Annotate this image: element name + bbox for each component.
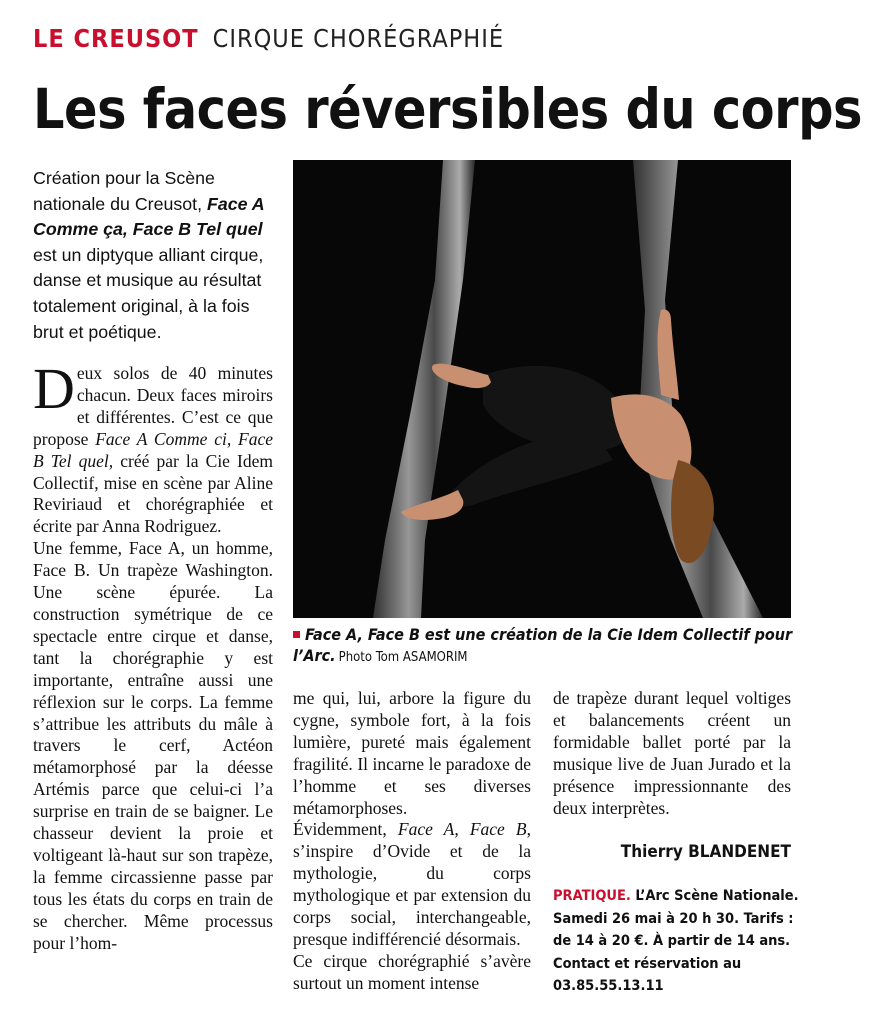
headline: Les faces réversibles du corps — [33, 77, 862, 141]
para3-text-b: , s’inspire d’Ovide et de la mythologie, du corps mythologique et par extension du corps social, interchangeable, presque indifférencié désormais. — [293, 819, 531, 949]
practical-text: L’Arc Scène Nationale. Samedi 26 mai à 20 h 30. Tarifs : de 14 à 20 €. À partir de 14 ans. Contact et réservation au 03.85.55.13.11 — [553, 888, 799, 994]
performance-photo — [293, 160, 791, 618]
author-signature: Thierry BLANDENET — [620, 842, 791, 862]
para1-show-title: Face A Comme ci, Face B Tel quel, — [33, 428, 273, 471]
para1-text-a: eux solos de 40 minutes chacun. Deux faces miroirs et différentes. C’est ce que propose — [33, 363, 273, 449]
lead-paragraph — [33, 166, 283, 345]
practical-label: PRATIQUE. — [553, 888, 631, 904]
aerialist-illustration — [293, 160, 791, 618]
lead-show-title: Face A Comme ça, Face B Tel quel — [33, 193, 264, 240]
para1-text-b: créé par la Cie Idem Collectif, mise en scène par Aline Reviriaud et chorégraphiée et écrite par Anna Rodriguez. — [33, 450, 273, 537]
para4-col2: Ce cirque chorégraphié s’avère surtout un moment intense — [293, 950, 531, 993]
kicker-city: LE CREUSOT — [33, 24, 199, 53]
para2-col1: Une femme, Face A, un homme, Face B. Un trapèze Washington. Une scène épurée. La construction symétrique de ce spectacle entre cirque et danse, tant la chorégraphie y est importante, entraîne aussi une réflexion sur le corps. La femme s’attribue les attributs du mâle à travers le cerf, Actéon métamorphosé par la déesse Artémis parce que celui-ci l’a surprise en train de se baigner. Le chasseur devient la proie et voltigeant là-haut sur son trapèze, la femme circassienne passe par tous les états du corps en train de se chercher. Même processus pour l’hom- — [33, 538, 273, 953]
para4-col3: de trapèze durant lequel voltiges et balancements créent un formidable ballet porté par la musique live de Juan Jurado et la présence impressionnante des deux interprètes. — [553, 688, 791, 818]
caption-bullet-icon — [293, 631, 300, 638]
para2-col2: me qui, lui, arbore la figure du cygne, symbole fort, à la fois lumière, pureté mais également fragilité. Il incarne le paradoxe de l’homme et ses diverses métamorphoses. — [293, 688, 531, 818]
para3-text-a: Évidemment, — [293, 819, 398, 840]
caption-text: est une création de la Cie Idem Collectif pour l’Arc. — [293, 625, 793, 665]
drop-cap: D — [33, 356, 75, 421]
article-column-2 — [293, 688, 531, 995]
lead-text-1: Création pour la Scène nationale du Creusot, — [33, 168, 215, 214]
article-column-1 — [33, 356, 273, 954]
lead-text-2: est un diptyque alliant cirque, danse et musique au résultat totalement original, à la fois brut et poétique. — [33, 244, 264, 342]
article-column-3 — [553, 688, 791, 819]
para3-show-title: Face A, Face B — [397, 819, 527, 840]
section-kicker — [33, 24, 504, 53]
caption-title: Face A, Face B — [305, 625, 420, 644]
kicker-rubric: CIRQUE CHORÉGRAPHIÉ — [212, 24, 505, 53]
photo-caption — [293, 624, 803, 668]
photo-credit: Photo Tom ASAMORIM — [338, 650, 468, 665]
practical-info — [553, 885, 803, 998]
